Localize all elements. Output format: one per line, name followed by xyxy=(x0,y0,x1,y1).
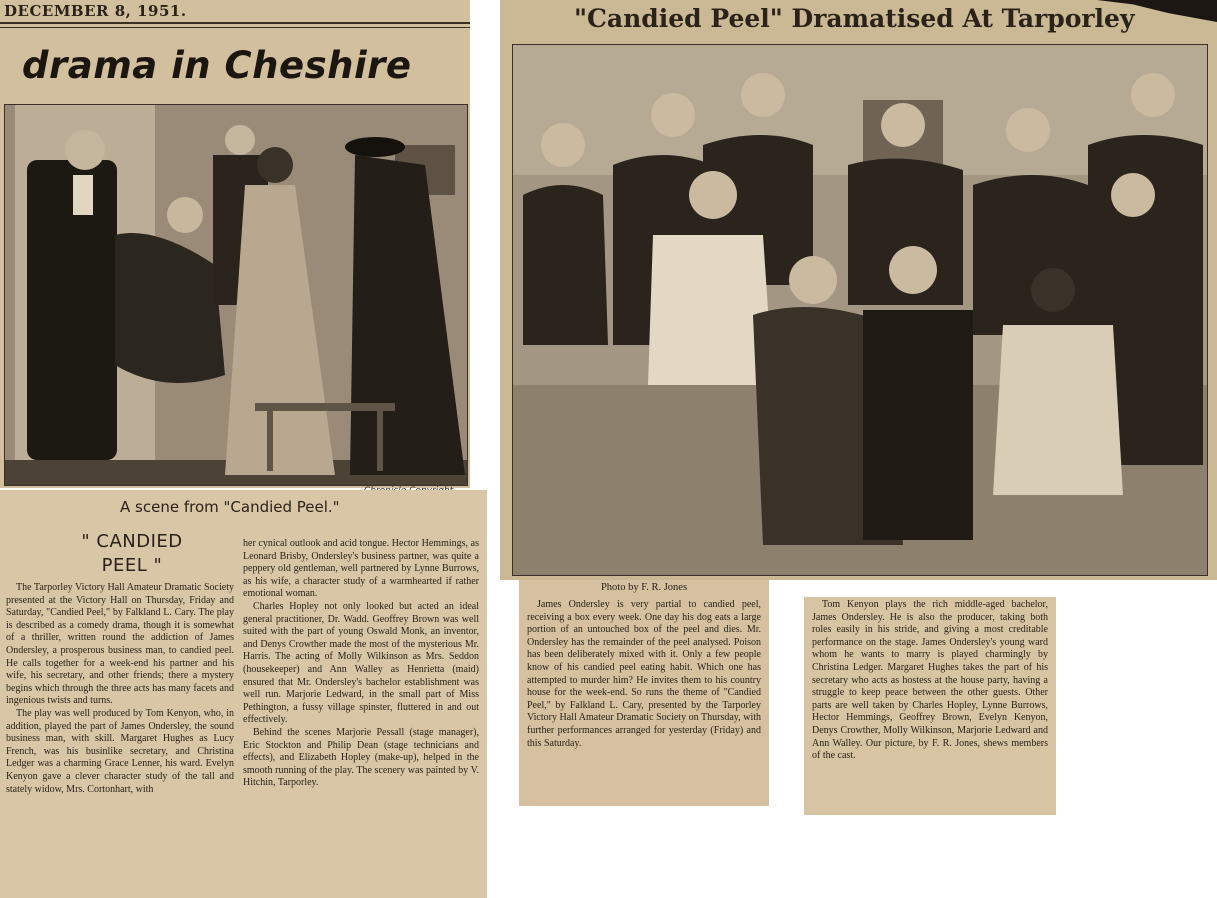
headline: drama in Cheshire xyxy=(22,44,412,87)
article-title-line: " CANDIED xyxy=(81,531,183,552)
review-paragraph: Tom Kenyon plays the rich middle-aged bachelor, James Ondersley. He is also the producer, taking both roles easily in his stride, and giving a most creditable performance on the stage. James Ondersley's young ward whom he wants to marry is played charmingly by Christina Ledger. Margaret Hughes takes the part of his secretary who acts as hostess at the house party, having a struggle to keep peace between the other guests. Other parts are well taken by Charles Hopley, Lynne Burrows, Hector Hemmings, Geoffrey Brown, Evelyn Kenyon, Denys Crowther, Molly Wilkinson, Marjorie Ledward and Ann Walley. Our picture, by F. R. Jones, shews members of the cast. xyxy=(812,599,1048,762)
article-paragraph: The Tarporley Victory Hall Amateur Dramatic Society presented at the Victory Hall on Thursday, Friday and Saturday, "Candied Peel," by Falkland L. Cary. The play is described as a comedy drama, though it is somewhat of a thriller, written round the addiction of James Ondersley, a prosperous business man, to candied peel. He calls together for a week-end his partner and his wife, his secretary, and other friends; there a mystery begins which through the three acts has many facets and ingenious twists and turns. xyxy=(6,582,234,707)
article-clipping xyxy=(0,490,487,898)
photo-caption: A scene from "Candied Peel." xyxy=(120,498,340,516)
review-clipping xyxy=(804,597,1056,815)
story-column xyxy=(527,599,761,750)
scene-clipping xyxy=(0,0,470,488)
article-paragraph: Charles Hopley not only looked but acted an ideal general practitioner, Dr. Wadd. Geoffrey Brown was well suited with the part of young Oswald Monk, an inventor, and Denys Crowther made the most of the mysterious Mr. Harris. The acting of Molly Wilkinson as Mrs. Seddon (housekeeper) and Ann Walley as Henrietta (maid) ensured that Mr. Ondersley's bachelor establishment was well run. Marjorie Ledward, in the small part of Miss Pethington, a fussy village spinster, fluttered in and out effectively. xyxy=(243,600,479,726)
article-paragraph: her cynical outlook and acid tongue. Hector Hemmings, as Leonard Brisby, Ondersley's business partner, was quite a peppery old gentleman, well partnered by Lynne Burrows, as his wife, a character study of a warmhearted if rather emotional woman. xyxy=(243,538,479,600)
cast-headline: "Candied Peel" Dramatised At Tarporley xyxy=(574,4,1135,33)
cast-clipping xyxy=(500,0,1217,580)
story-paragraph: James Ondersley is very partial to candied peel, receiving a box every week. One day his dog eats a large portion of an untouched box of the peel and dies. Mr. Ondersley has the remainder of the peel analysed. Poison has been deliberately mixed with it. Only a few people know of his candied peel eating habit. Which one has attempted to murder him? He invites them to his country house for the week-end. So runs the theme of "Candied Peel," by Falkland L. Cary, presented by the Tarporley Victory Hall Amateur Dramatic Society on Thursday, with further performances arranged for yesterday (Friday) and this Saturday. xyxy=(527,599,761,749)
article-paragraph: The play was well produced by Tom Kenyon, who, in addition, played the part of James Ondersley, the sound business man, with skill. Margaret Hughes as Lucy French, was his businlike secretary, and Christina Ledger was a charming Grace Lenner, his ward. Evelyn Kenyon gave a clever character study of the tall and stately widow, Mrs. Cortonhart, with xyxy=(6,707,234,795)
scene-photograph xyxy=(4,104,468,486)
story-clipping xyxy=(519,580,769,806)
cast-photograph xyxy=(512,44,1208,576)
divider xyxy=(0,22,470,24)
article-column-2 xyxy=(243,538,479,790)
date-line: DECEMBER 8, 1951. xyxy=(4,2,187,20)
article-title xyxy=(52,530,212,578)
article-title-line: PEEL " xyxy=(101,555,163,576)
review-column xyxy=(812,599,1048,763)
divider xyxy=(0,27,470,28)
article-paragraph: Behind the scenes Marjorie Pessall (stage manager), Eric Stockton and Philip Dean (stage technicians and effects), and Elizabeth Hopley (make-up), helped in the smooth running of the play. The scenery was painted by V. Hitchin, Tarporley. xyxy=(243,726,479,789)
photo-credit: Photo by F. R. Jones xyxy=(600,582,688,593)
article-column-1 xyxy=(6,582,234,796)
